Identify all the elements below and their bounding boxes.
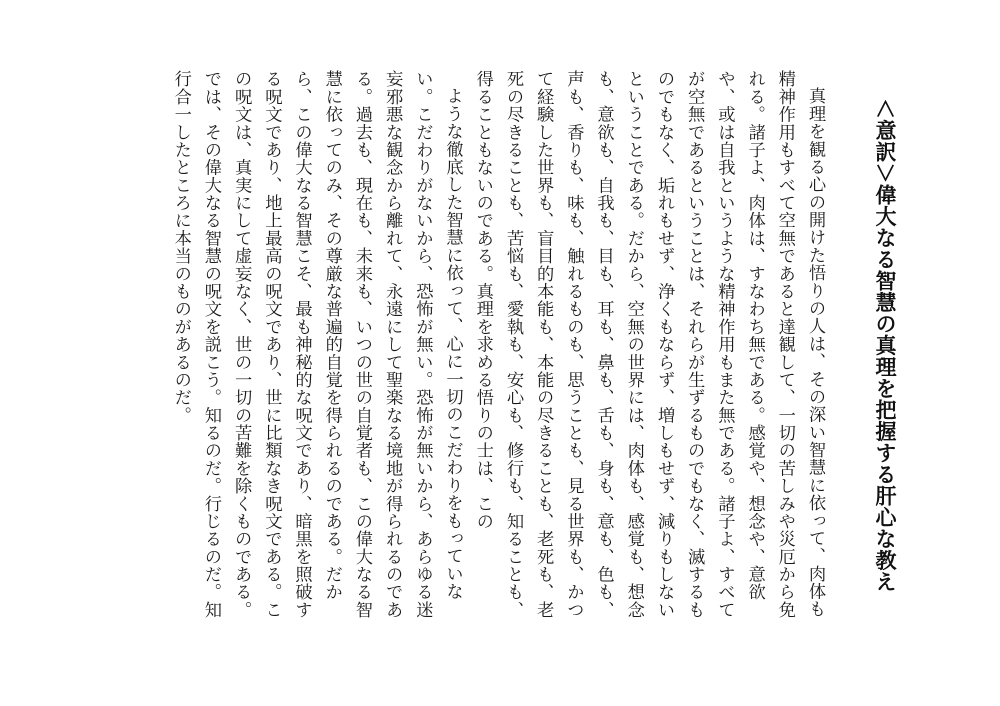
paragraph-1: 真理を観る心の開けた悟りの人は、その深い智慧に依って、肉体も精神作用もすべて空無であると達観して、一切の苦しみや災厄から免れる。諸子よ、肉体は、すなわち無である。感覚や、想念や、意欲や、或は自我というような精神作用もまた無である。諸子よ、すべてが空無であるということは、それらが生ずるものでもなく、滅するものでもなく、垢れもせず、浄くもならず、増しもせず、減りもしないということである。だから、空無の世界には、肉体も、感覚も、想念も、意欲も、自我も、目も、耳も、鼻も、舌も、身も、意も、色も、声も、香りも、味も、触れるものも、思うことも、見る世界も、かつて経験した世界も、盲目的本能も、本能の尽きることも、老死も、老死の尽きることも、苦悩も、愛執も、安心も、修行も、知ることも、得ることもないのである。真理を求める悟りの士は、この: [472, 70, 825, 619]
body-text: [84, 70, 830, 630]
section-heading: ＜意訳＞偉大なる智慧の真理を把握する肝心な教え: [873, 98, 897, 593]
paragraph-2: ような徹底した智慧に依って、心に一切のこだわりをもっていない。こだわりがないから、恐怖が無い。恐怖が無いから、あらゆる迷妄邪悪な観念から離れて、永遠にして聖楽なる境地が得られるのである。過去も、現在も、未来も、いつの世の自覚者も、この偉大なる智慧に依ってのみ、その尊厳な普遍的自覚を得られるのである。だから、この偉大なる智慧こそ、最も神秘的な呪文であり、暗黒を照破する呪文であり、地上最高の呪文であり、世に比類なき呪文である。この呪文は、真実にして虚妄なく、世の一切の苦難を除くものである。では、その偉大なる智慧の呪文を説こう。知るのだ。行じるのだ。知行合一したところに本当のものがあるのだ。: [170, 70, 463, 619]
